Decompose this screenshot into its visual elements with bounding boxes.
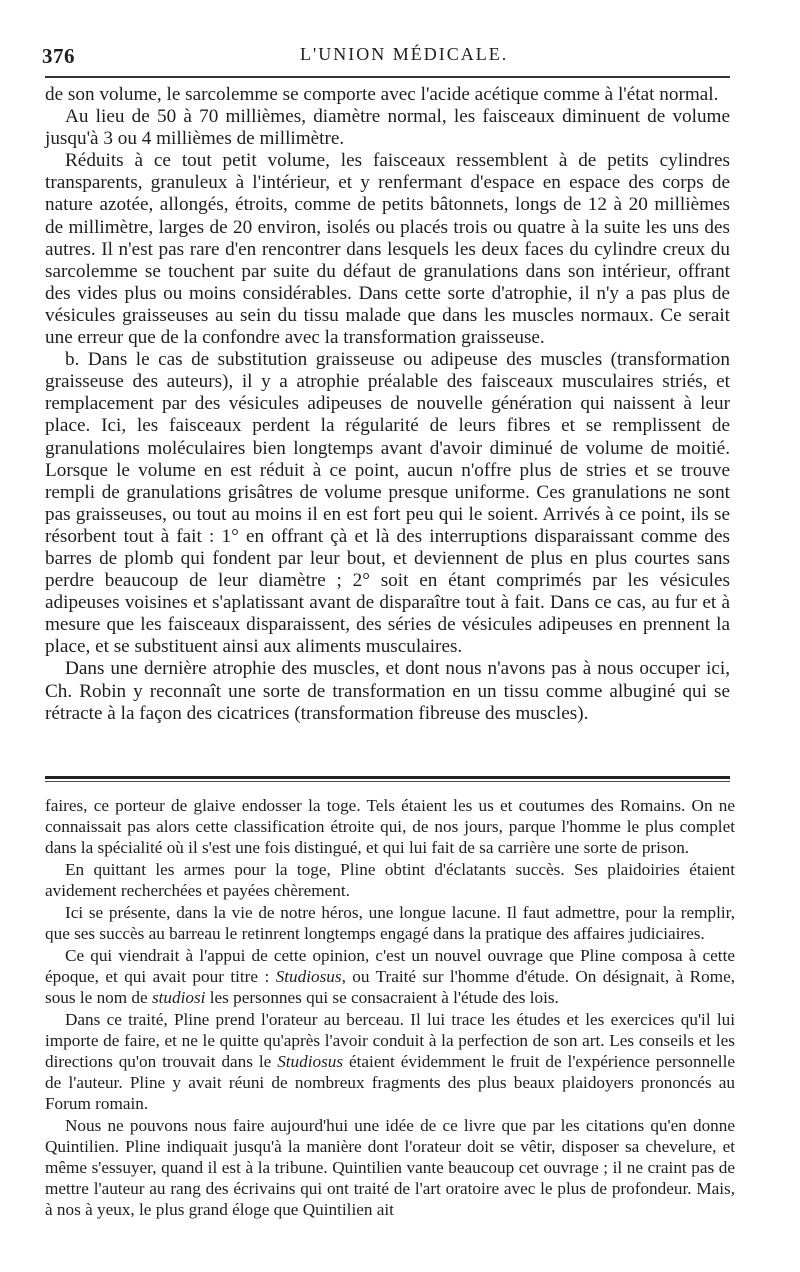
paragraph: Réduits à ce tout petit volume, les faisceaux ressemblent à de petits cylindres transparents, granuleux à l'intérieur, et y renfermant d'espace en espace des corps de nature azotée, allongés, étroits, comme de petits bâtonnets, longs de 12 à 20 millièmes de millimètre, larges de 20 environ, isolés ou placés trois ou quatre à la suite les uns des autres. Il n'est pas rare d'en rencontrer dans lesquels les deux faces du cylindre creux du sarcolemme se touchent par suite du défaut de granulations dans son intérieur, offrant des vides plus ou moins considérables. Dans cette sorte d'atrophie, il n'y a pas plus de vésicules graisseuses au sein du tissu malade que dans les muscles normaux. Ce serait une erreur que de la confondre avec la transformation graisseuse. [45,150,730,349]
feuilleton-separator [45,776,730,782]
latin-term: studiosi [151,988,206,1007]
text-run: Ce qui viendrait à l'appui de cette opinion, c'est un nouvel ouvrage que Pline composa à cette époque, et qui avait pour titre : [45,946,735,986]
paragraph: Dans une dernière atrophie des muscles, et dont nous n'avons pas à nous occuper ici, Ch. Robin y reconnaît une sorte de transformation en un tissu comme albuginé qui se rétracte à la façon des cicatrices (transformation fibreuse des muscles). [45,658,730,724]
paragraph: de son volume, le sarcolemme se comporte avec l'acide acétique comme à l'état normal. [45,84,719,105]
text-run: , ou Traité sur l'homme d'étude. On désignait, à Rome, sous le nom de [45,967,735,1007]
paragraph: Au lieu de 50 à 70 millièmes, diamètre normal, les faisceaux diminuent de volume jusqu'à 3 ou 4 millièmes de millimètre. [45,106,730,150]
header-rule [45,76,730,78]
paragraph: faires, ce porteur de glaive endosser la toge. Tels étaient les us et coutumes des Romains. On ne connaissait pas alors cette classification étroite qui, de nos jours, parque l'homme le plus complet dans la spécialité où il s'est une fois distingué, et qui lui fait de sa carrière une sorte de prison. [45,796,735,857]
paragraph: Ici se présente, dans la vie de notre héros, une longue lacune. Il faut admettre, pour la remplir, que ses succès au barreau le retinrent longtemps engagé dans la pratique des affaires judiciaires. [45,903,735,943]
book-title: Studiosus [277,1052,344,1071]
main-text [45,84,730,725]
page-header [0,44,800,74]
feuilleton-text [45,795,735,1221]
text-run: les personnes qui se consacraient à l'étude des lois. [205,988,559,1007]
paragraph: Nous ne pouvons nous faire aujourd'hui une idée de ce livre que par les citations qu'en donne Quintilien. Pline indiquait jusqu'à la manière dont l'orateur doit se vêtir, disposer sa chevelure, et même s'essuyer, quand il est à la tribune. Quintilien vante beaucoup cet ouvrage ; il ne craint pas de mettre l'auteur au rang des écrivains qui ont traité de l'art oratoire avec le plus de profondeur. Mais, à nos à yeux, le plus grand éloge que Quintilien ait [45,1116,735,1219]
paragraph [45,1009,735,1114]
paragraph: En quittant les armes pour la toge, Pline obtint d'éclatants succès. Ses plaidoiries étaient avidement recherchées et payées chèrement. [45,860,735,900]
paragraph: b. Dans le cas de substitution graisseuse ou adipeuse des muscles (transformation graisseuse des auteurs), il y a atrophie préalable des faisceaux musculaires striés, et remplacement par des vésicules adipeuses de nouvelle génération qui naissent à leur place. Ici, les faisceaux perdent la régularité de leurs fibres et se remplissent de granulations moléculaires bien longtemps avant d'avoir diminué de volume de moitié. Lorsque le volume en est réduit à ce point, aucun n'offre plus de stries et se trouve rempli de granulations grisâtres de volume presque uniforme. Ces granulations ne sont pas graisseuses, ou tout au moins il en est fort peu qui le soient. Arrivés à ce point, ils se résorbent tout à fait : 1° en offrant çà et là des interruptions disparaissant comme des barres de plomb qui fondent par leur bout, et deviennent de plus en plus courtes sans perdre beaucoup de leur diamètre ; 2° soit en étant comprimés par les vésicules adipeuses voisines et s'aplatissant avant de disparaître tout à fait. Dans ce cas, au fur et à mesure que les faisceaux disparaissent, des séries de vésicules adipeuses en prennent la place, et se substituent ainsi aux aliments musculaires. [45,349,730,658]
paragraph [45,945,735,1008]
text-run: étaient évidemment le fruit de l'expérience personnelle de l'auteur. Pline y avait réuni de nombreux fragments des plus beaux plaidoyers prononcés au Forum romain. [45,1052,735,1113]
page-number: 376 [42,44,75,68]
book-title: Studiosus [275,967,342,986]
running-title: L'UNION MÉDICALE. [300,44,509,64]
text-run: Dans ce traité, Pline prend l'orateur au berceau. Il lui trace les études et les exercices qu'il lui importe de faire, et ne le quitte qu'après l'avoir conduit à la perfection de son art. Les conseils et les directions qu'on trouvait dans le [45,1010,735,1071]
